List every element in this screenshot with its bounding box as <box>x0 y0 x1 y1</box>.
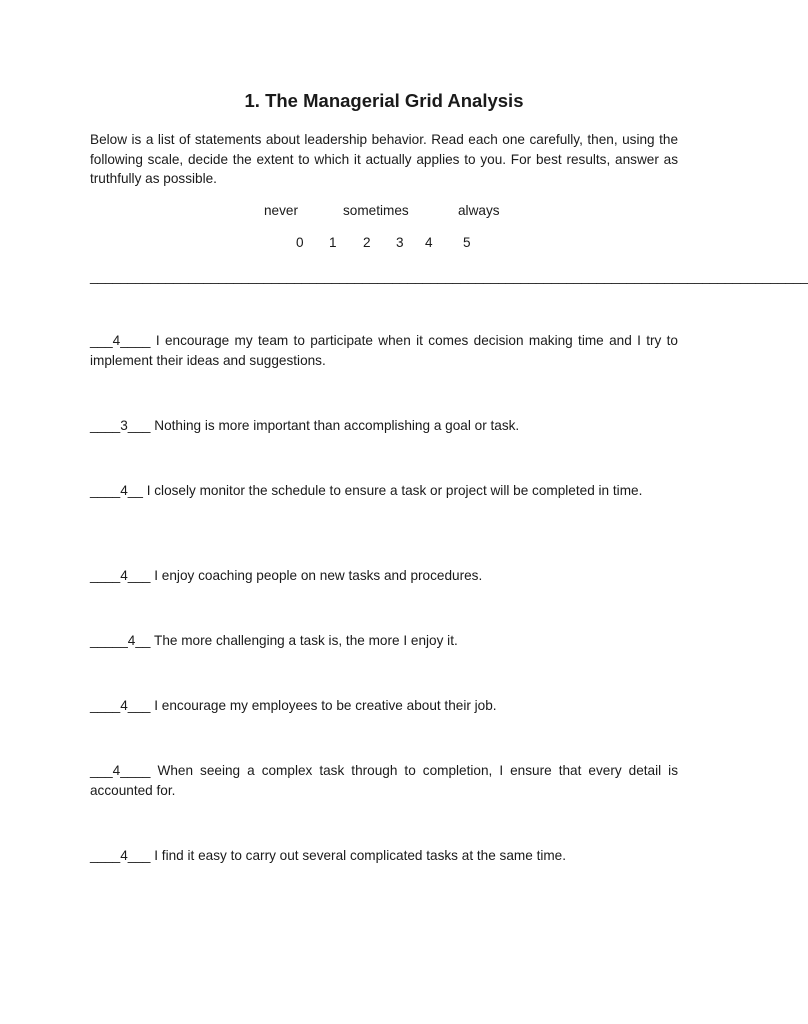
scale-label-sometimes: sometimes <box>343 203 409 218</box>
scale-number-2: 2 <box>363 235 371 250</box>
separator-line: _______________________________________________________________________________________________ <box>90 269 808 284</box>
statement-item: ___4____ I encourage my team to participate when it comes decision making time and I try to implement their ideas and suggestions. <box>90 333 678 368</box>
statement-item: ____4___ I enjoy coaching people on new tasks and procedures. <box>90 568 483 583</box>
scale-number-0: 0 <box>296 235 304 250</box>
scale-number-3: 3 <box>396 235 404 250</box>
scale-label-always: always <box>458 203 500 218</box>
statement-item: ____4___ I encourage my employees to be creative about their job. <box>90 698 497 713</box>
page-title: 1. The Managerial Grid Analysis <box>244 90 524 111</box>
scale-label-never: never <box>264 203 299 218</box>
statement-item: ____4___ I find it easy to carry out several complicated tasks at the same time. <box>90 848 567 863</box>
statement-item: ____3___ Nothing is more important than accomplishing a goal or task. <box>90 418 520 433</box>
scale-number-5: 5 <box>463 235 471 250</box>
statement-item: ___4____ When seeing a complex task through to completion, I ensure that every detail is accounted for. <box>90 763 678 798</box>
intro-paragraph: Below is a list of statements about leadership behavior. Read each one carefully, then, using the following scale, decide the extent to which it actually applies to you. For best results, answer as truthfully as possible. <box>90 132 678 186</box>
scale-number-1: 1 <box>329 235 337 250</box>
statement-item: _____4__ The more challenging a task is, the more I enjoy it. <box>90 633 458 648</box>
statement-item: ____4__ I closely monitor the schedule to ensure a task or project will be completed in time. <box>90 483 643 498</box>
scale-number-4: 4 <box>425 235 433 250</box>
